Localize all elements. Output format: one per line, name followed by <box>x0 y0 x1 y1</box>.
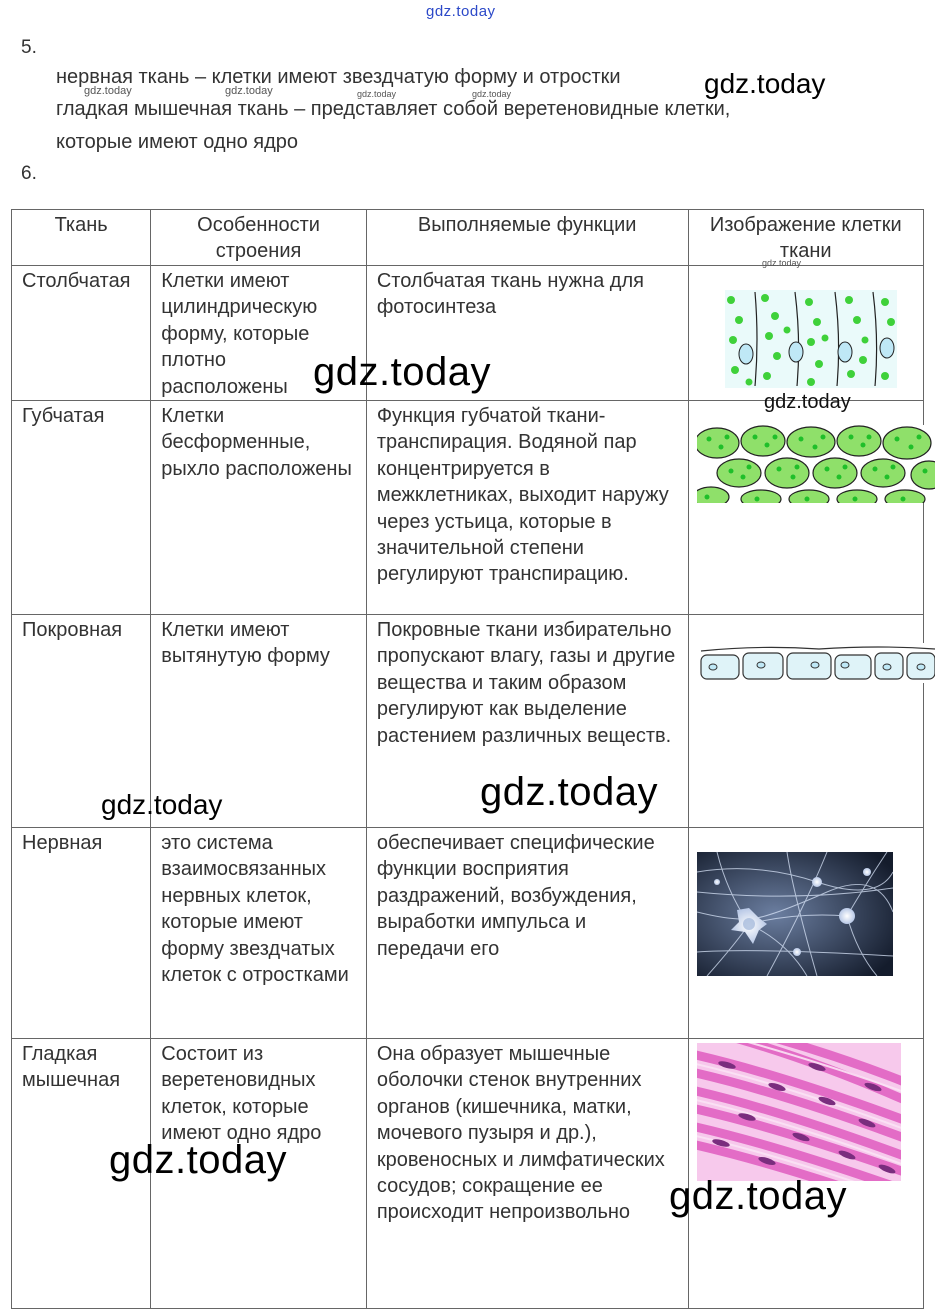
palisade-tissue-illustration <box>725 290 897 388</box>
cell-structure: это система взаимосвязанных нервных клеток, которые имеют форму звездчатых клеток с отростками <box>151 828 367 1039</box>
watermark: gdz.today <box>84 85 132 97</box>
cell-functions: обеспечивает специфические функции восприятия раздражений, возбуждения, выработки импульса и передачи его <box>366 828 688 1039</box>
header-image: Изображение клетки ткани <box>688 210 923 266</box>
header-structure: Особенности строения <box>151 210 367 266</box>
cell-tissue: Столбчатая <box>12 266 151 401</box>
header-tissue: Ткань <box>12 210 151 266</box>
neuron-network-image <box>697 852 893 976</box>
cell-functions: Столбчатая ткань нужна для фотосинтеза <box>366 266 688 401</box>
cell-tissue: Губчатая <box>12 401 151 615</box>
cell-image <box>688 828 923 1039</box>
watermark: gdz.today <box>762 258 802 268</box>
header-functions: Выполняемые функции <box>366 210 688 266</box>
cell-functions: Покровные ткани избирательно пропускают влагу, газы и другие вещества и таким образом регулируют как выделение растением различных веществ. <box>366 615 688 828</box>
watermark: gdz.today <box>764 391 851 413</box>
spongy-tissue-illustration <box>697 425 935 503</box>
smooth-muscle-image <box>697 1043 901 1181</box>
watermark: gdz.today <box>313 350 491 394</box>
cell-structure: Состоит из веретеновидных клеток, которые имеют одно ядро <box>151 1039 367 1309</box>
task-5-number: 5. <box>21 37 37 58</box>
cell-image <box>688 615 923 828</box>
watermark: gdz.today <box>101 789 223 820</box>
epidermis-tissue-illustration <box>699 643 935 683</box>
cell-functions: Она образует мышечные оболочки стенок внутренних органов (кишечника, матки, мочевого пузыря и др.), кровеносных и лимфатических сосудов; сокращение ее происходит непроизвольно <box>366 1039 688 1309</box>
watermark: gdz.today <box>669 1174 847 1218</box>
watermark: gdz.today <box>357 89 397 99</box>
cell-structure: Клетки имеют вытянутую форму <box>151 615 367 828</box>
watermark: gdz.today <box>109 1138 287 1182</box>
cell-image <box>688 266 923 401</box>
watermark: gdz.today <box>704 68 826 99</box>
watermark: gdz.today <box>472 89 512 99</box>
table-row <box>12 828 924 1039</box>
task-5-line-1: нервная ткань – клетки имеют звездчатую форму и отростки <box>56 66 621 88</box>
table-row <box>12 401 924 615</box>
task-5-line-3: которые имеют одно ядро <box>56 131 299 153</box>
cell-structure: Клетки бесформенные, рыхло расположены <box>151 401 367 615</box>
cell-tissue: Гладкая мышечная <box>12 1039 151 1309</box>
site-header-link[interactable]: gdz.today <box>426 3 496 20</box>
cell-image <box>688 401 923 615</box>
cell-tissue: Нервная <box>12 828 151 1039</box>
cell-tissue: Покровная <box>12 615 151 828</box>
cell-structure: Клетки имеют цилиндрическую форму, которые плотно расположены <box>151 266 367 401</box>
watermark: gdz.today <box>225 85 273 97</box>
cell-functions: Функция губчатой ткани-транспирация. Водяной пар концентрируется в межклетниках, выходит наружу через устьица, которые в значительной степени регулируют транспирацию. <box>366 401 688 615</box>
watermark: gdz.today <box>480 770 658 814</box>
task-5-line-2: гладкая мышечная ткань – представляет собой веретеновидные клетки, <box>56 98 731 120</box>
task-6-number: 6. <box>21 163 37 184</box>
